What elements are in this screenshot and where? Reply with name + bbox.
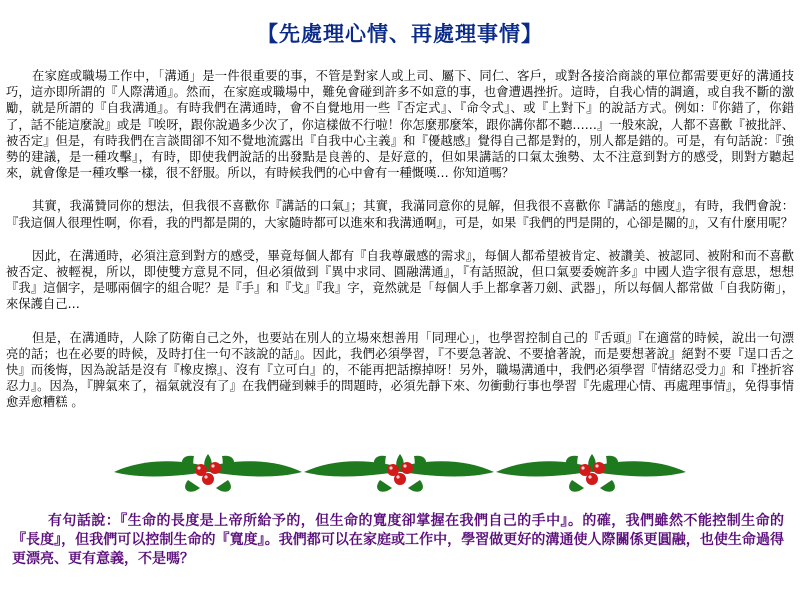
closing-quote: 有句話說：『生命的長度是上帝所給予的，但生命的寬度卻掌握在我們自己的手中』。的確，我們雖然不能控制生命的『長度』，但我們可以控制生命的『寬度』。我們都可以在家庭或工作中，學習做更好的溝通使人際關係更圓融，也使生命過得更漂亮、更有意義，不是嗎？ — [12, 513, 784, 567]
page-title: 【先處理心情、再處理事情】 — [257, 21, 543, 46]
paragraph-3: 因此，在溝通時，必須注意到對方的感受，畢竟每個人都有『自我尊嚴感的需求』，每個人都希望被肯定、被讚美、被認同、被附和而不喜歡被否定、被輕視，所以，即使雙方意見不同，但必須做到『異中求同、圓融溝通』，『有話照說，但口氣要委婉許多』中國人造字很有意思，想想『我』這個字，是哪兩個字的組合呢？是『手』和『戈』『我』字，竟然就是「每個人手上都拿著刀劍、武器」，所以每個人都常做「自我防衛」，來保護自己… — [6, 248, 794, 312]
paragraph-4: 但是，在溝通時，人除了防衛自己之外，也要站在別人的立場來想善用「同理心」，也學習控制自己的『舌頭』『在適當的時候，說出一句漂亮的話；也在必要的時候，及時打住一句不該說的話』。因此，我們必須學習，『不要急著說、不要搶著說，而是要想著說』絕對不要『逞口舌之快』而後悔，因為說話是沒有『橡皮擦』、沒有『立可白』的，不能再把話擦掉呀！另外，職場溝通中，我們必須學習『情緒忍受力』和『挫折容忍力』。因為，『脾氣來了，福氣就沒有了』在我們碰到棘手的問題時，必須先靜下來、勿衝動行事也學習『先處理心情、再處理事情』，免得事情愈弄愈糟糕 。 — [6, 330, 794, 410]
paragraph-1: 在家庭或職場工作中，「溝通」是一件很重要的事，不管是對家人或上司、屬下、同仁、客戶，或對各接洽商談的單位都需要更好的溝通技巧，這亦即所謂的『人際溝通』。然而，在家庭或職場中，難免會碰到許多不如意的事，也會遭遇挫折。這時，自我心情的調適，或自我不斷的激勵，就是所謂的『自我溝通』。有時我們在溝通時，會不自覺地用一些『否定式』、『命令式』、或『上對下』的說話方式。例如：『你錯了，你錯了，話不能這麼說』或是『唉呀，跟你說過多少次了，你這樣做不行啦！你怎麼那麼笨，跟你講你都不聽……』一般來說，人都不喜歡『被批評、被否定』但是，有時我們在言談間卻不知不覺地流露出『自我中心主義』和『優越感』覺得自己都是對的，別人都是錯的。可是，有句話說：『強勢的建議，是一種攻擊』，有時，即使我們說話的出發點是良善的、是好意的，但如果講話的口氣太強勢、太不注意到對方的感受，則對方聽起來，就會像是一種攻擊一樣，很不舒服。所以，有時候我們的心中會有一種慨嘆… 你知道嗎？ — [6, 69, 794, 181]
paragraph-2: 其實，我滿贊同你的想法，但我很不喜歡你『講話的口氣』；其實，我滿同意你的見解，但我很不喜歡你『講話的態度』，有時，我們會說：『我這個人很理性啊，你看，我的門都是開的，大家隨時都可以進來和我溝通啊』，可是，如果『我們的門是開的，心卻是關的』，又有什麼用呢？ — [6, 199, 794, 230]
article-body — [6, 68, 794, 428]
holly-garland-icon — [108, 452, 692, 492]
